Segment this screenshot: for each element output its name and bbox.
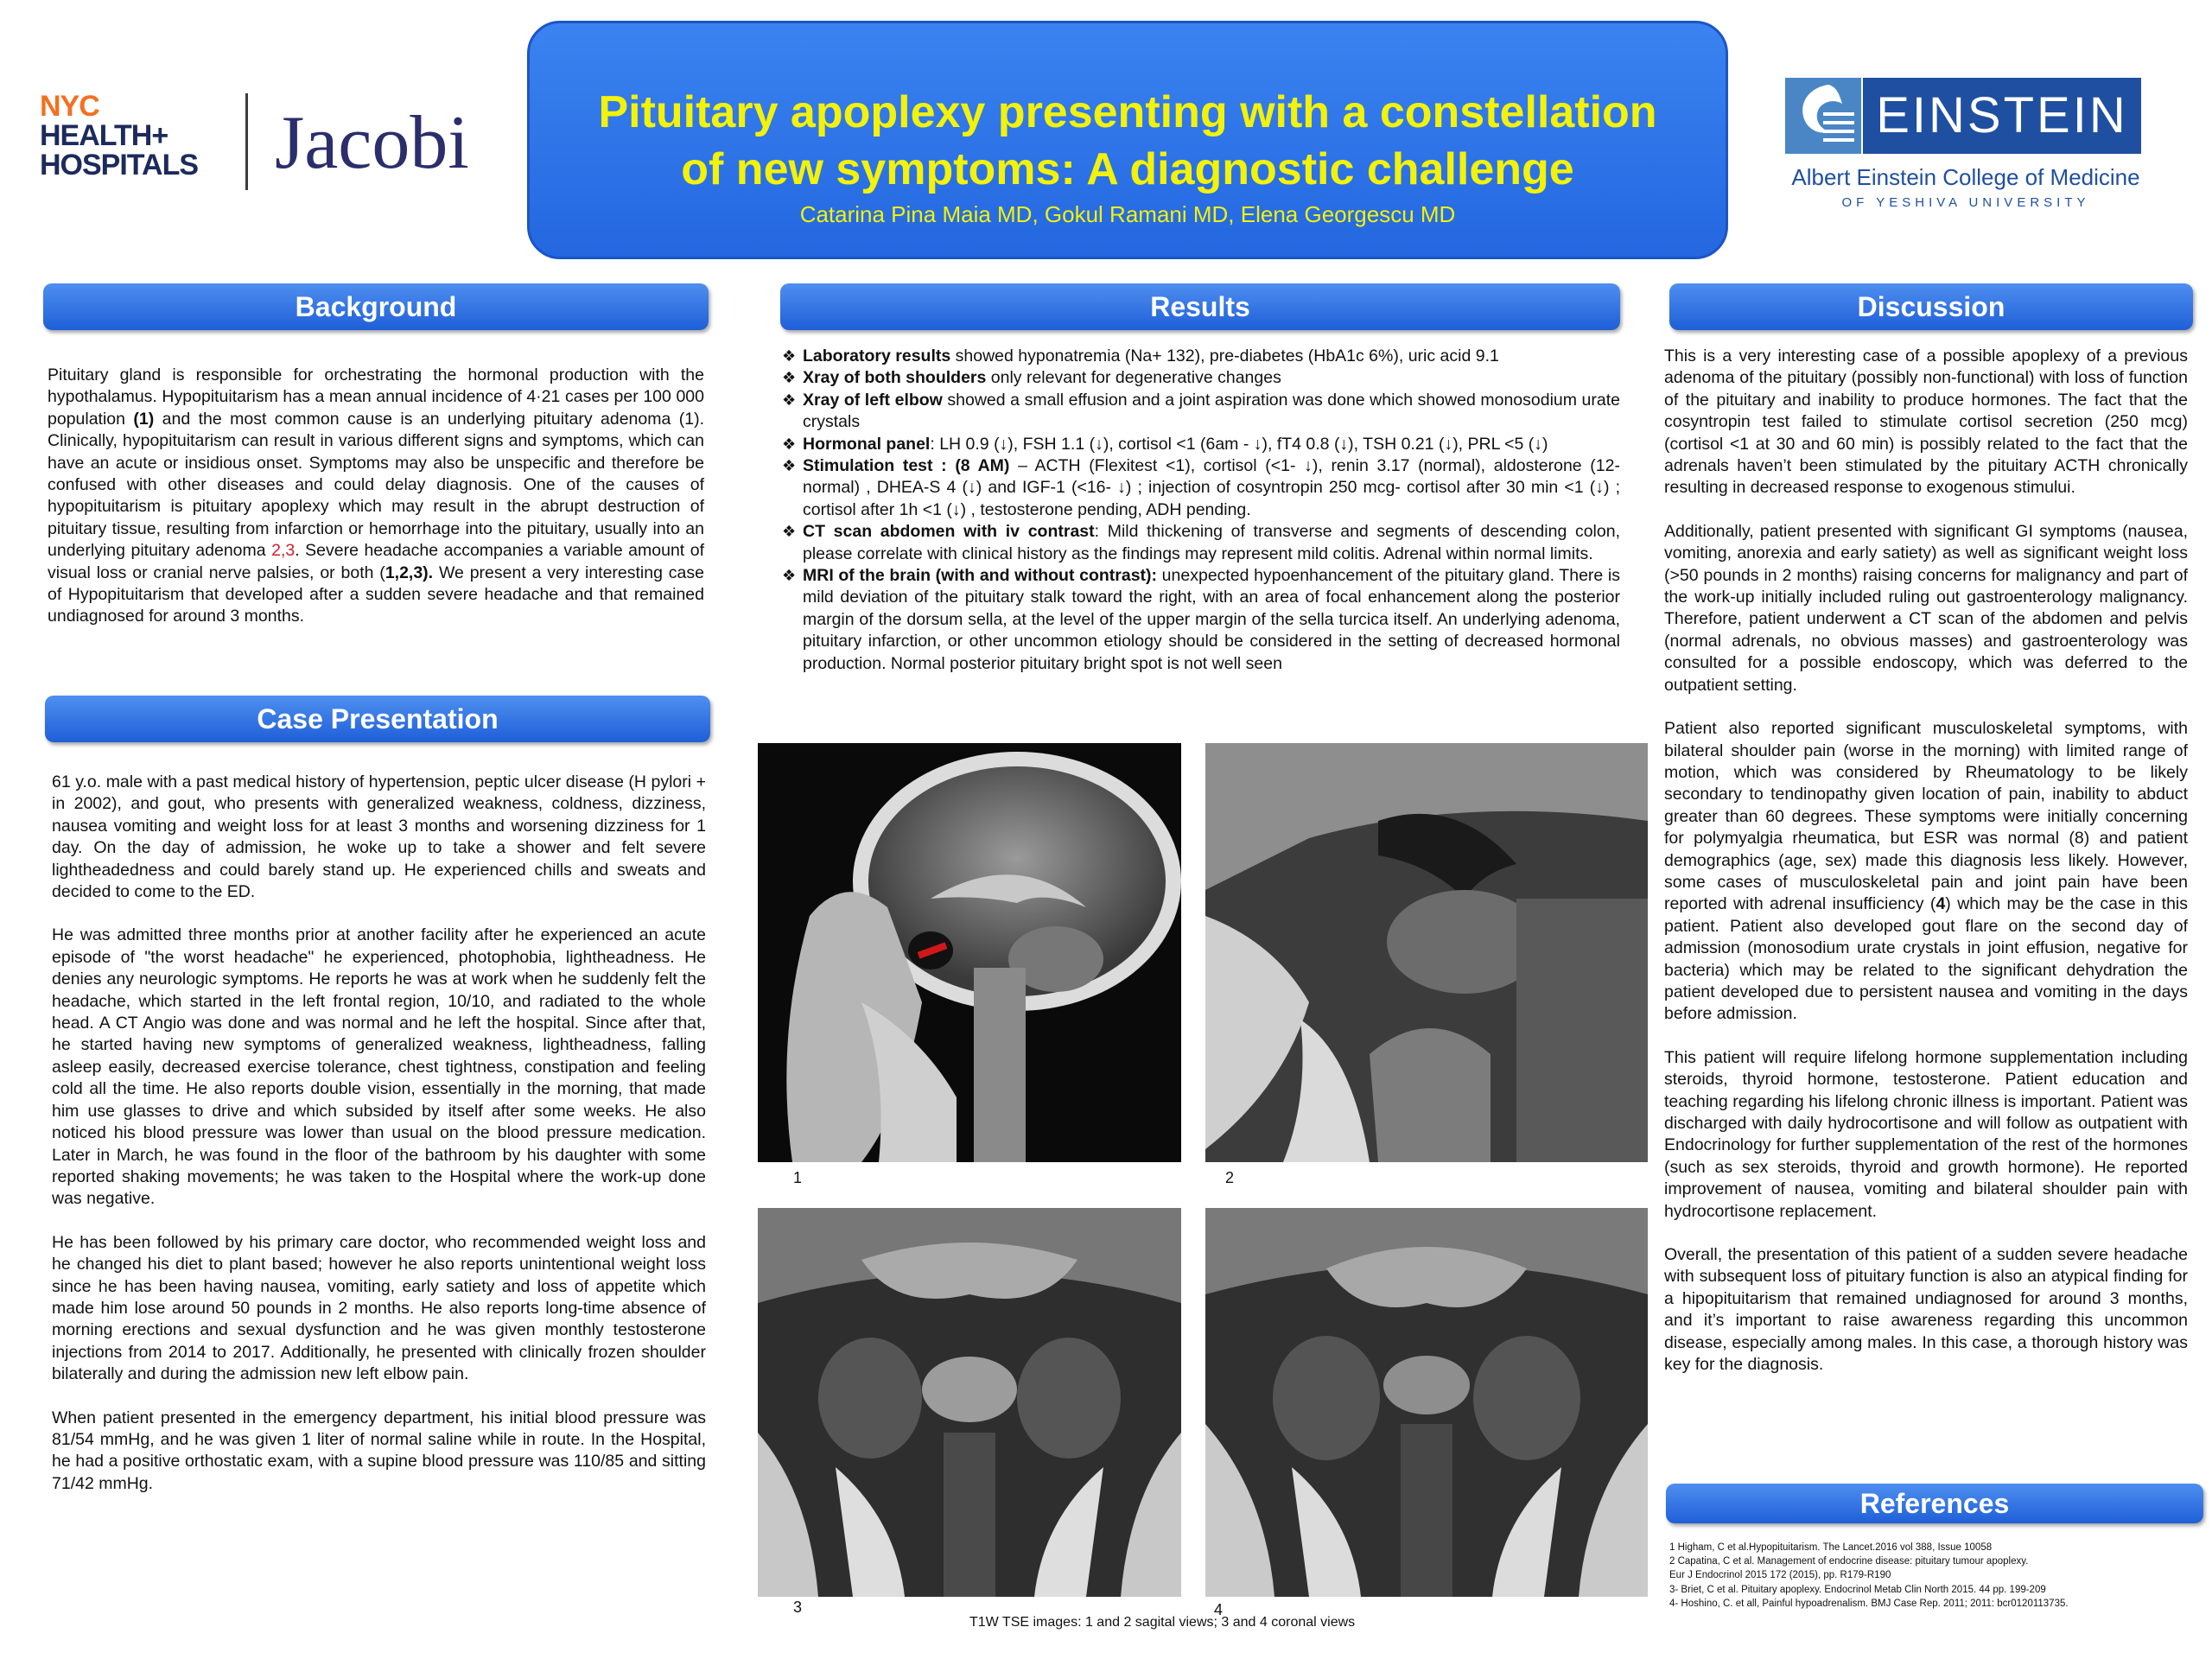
- background-heading: Background: [43, 283, 709, 330]
- case-paragraph-4: When patient presented in the emergency department, his initial blood pressure was 81/54 mmHg, and he was given 1 liter of normal saline while in route. In the Hospital, he had a positive orthostatic exam, with a supine blood pressure was 110/85 and sitting 71/42 mmHg.: [52, 1408, 706, 1493]
- logo-hospitals-text: HOSPITALS: [40, 149, 199, 181]
- discussion-paragraph-2: Additionally, patient presented with significant GI symptoms (nausea, vomiting, anorexia and early satiety) as well as significant weight loss (>50 pounds in 2 months) raising concerns for malignancy and part of the work-up initially included ruling out gastroenterology malignancy. Therefore, patient underwent a CT scan of the abdomen and pelvis (normal adrenals, no obvious masses) and gastroenterology was consulted for a possible endoscopy, which was deferred to the outpatient setting.: [1664, 521, 2188, 695]
- background-paragraph: Pituitary gland is responsible for orchestrating the hormonal production with the hypothalamus. Hypopituitarism has a mean annual incidence of 4·21 cases per 100 000 population (1) and the most common cause is an underlying pituitary adenoma (1). Clinically, hypopituitarism can result in various different signs and symptoms, which can have an acute or insidious onset. Symptoms may also be unspecific and therefore be confused with other diseases and could delay diagnosis. One of the causes of hypopituitarism is pituitary apoplexy which may result in the abrupt destruction of pituitary tissue, resulting from infarction or hemorrhage into the pituitary, usually into an underlying pituitary adenoma 2,3. Severe headache accompanies a variable amount of visual loss or cranial nerve palsies, or both (1,2,3). We present a very interesting case of Hypopituitarism that developed after a sudden severe headache and that remained undiagnosed for around 3 months.: [48, 365, 704, 626]
- case-paragraph-2: He was admitted three months prior at another facility after he experienced an acute episode of "the worst headache" he experienced, photophobia, lightheadness. He denies any neurologic symptoms. He reports he was at work when he suddenly felt the headache, which started in the left frontal region, 10/10, and radiated to the whole head. A CT Angio was done and was normal and he left the hospital. Since after that, he started having new symptoms of generalized weakness, lightheadness, falling asleep easily, decreased exercise tolerance, chest tightness, constipation and feeling cold all the time. He also reports double vision, essentially in the morning, that made him use glasses to drive and which subsided by itself after some weeks. He also noticed his blood pressure was lower than usual on the blood pressure medication. Later in March, he was found in the floor of the bathroom by his daughter with some reported shaking movements; he was taken to the Hospital where the work-up done was negative.: [52, 925, 706, 1209]
- mri-image-4-coronal: [1205, 1208, 1648, 1597]
- mri-image-1-sagittal: [758, 743, 1181, 1162]
- figure-label-3: 3: [793, 1599, 803, 1616]
- bullet-icon: ❖: [782, 347, 797, 365]
- einstein-wordmark: EINSTEIN: [1863, 78, 2141, 154]
- case-presentation-text: [52, 772, 706, 1516]
- bullet-icon: ❖: [782, 435, 797, 453]
- poster-title: Pituitary apoplexy presenting with a constellation of new symptoms: A diagnostic challenge: [598, 87, 1657, 194]
- results-heading: Results: [780, 283, 1620, 330]
- result-item-ct: ❖ CT scan abdomen with iv contrast: Mild thickening of transverse and segments of descending colon, please correlate with clinical history as the findings may represent mild colitis. Adrenal within normal limits.: [782, 522, 1621, 563]
- einstein-subtitle: Albert Einstein College of Medicine: [1791, 164, 2140, 190]
- result-item-mri: ❖ MRI of the brain (with and without contrast): unexpected hypoenhancement of the pituitary gland. There is mild deviation of the pituitary stalk toward the right, with an area of focal enhancement along the posterior margin of the dorsum sella, at the level of the upper margin of the sella turcica itself. An underlying adenoma, pituitary infarction, or other uncommon etiology should be considered in the setting of decreased hormonal production. Normal posterior pituitary bright spot is not well seen: [782, 566, 1620, 673]
- reference-item: 4- Hoshino, C. et all, Painful hypoadrenalism. BMJ Case Rep. 2011; 2011: bcr0120113735.: [1669, 1598, 2069, 1609]
- discussion-text: [1664, 346, 2188, 1397]
- case-presentation-heading: Case Presentation: [45, 696, 710, 742]
- result-item-xray-elbow: ❖ Xray of left elbow showed a small effusion and a joint aspiration was done which showed monosodium urate crystals: [782, 390, 1620, 432]
- bullet-icon: ❖: [782, 391, 797, 409]
- reference-item: 3- Briet, C et al. Pituitary apoplexy. Endocrinol Metab Clin North 2015. 44 pp. 199-209: [1669, 1584, 2046, 1595]
- references-heading: References: [1666, 1484, 2203, 1523]
- result-item-xray-shoulders: ❖ Xray of both shoulders only relevant for degenerative changes: [782, 367, 1620, 389]
- result-item-lab: ❖ Laboratory results showed hyponatremia (Na+ 132), pre-diabetes (HbA1c 6%), uric acid 9.1: [782, 346, 1620, 367]
- jacobi-logo: Jacobi: [275, 101, 469, 185]
- bullet-icon: ❖: [782, 523, 797, 541]
- logo-health-text: HEALTH+: [40, 119, 168, 152]
- einstein-subtitle-2: OF YESHIVA UNIVERSITY: [1841, 195, 2090, 210]
- einstein-emblem-icon: [1785, 78, 1861, 154]
- result-item-stimulation: ❖ Stimulation test : (8 AM) – ACTH (Flexitest <1), cortisol (<1- ↓), renin 3.17 (normal), aldosterone (12- normal) , DHEA-S 4 (↓) and IGF-1 (<16- ↓) ; injection of cosyntropin 250 mcg- cortisol after 30 min <1 (↓) ; cortisol after 1h <1 (↓) , testosterone pending, ADH pending.: [782, 456, 1620, 519]
- figure-label-4: 4: [1214, 1601, 1224, 1618]
- discussion-paragraph-1: This is a very interesting case of a possible apoplexy of a previous adenoma of the pituitary (possibly non-functional) with loss of function of the pituitary and inability to produce hormones. The fact that the cosyntropin test failed to stimulate cortisol secretion (250 mcg) (cortisol <1 at 30 and 60 min) is possibly related to the fact that the adrenals haven’t been stimulated by the pituitary ACTH chronically resulting in decreased response to exogenous stimului.: [1664, 346, 2188, 498]
- mri-image-2-sagittal: [1205, 743, 1648, 1162]
- reference-item: Eur J Endocrinol 2015 172 (2015), pp. R179-R190: [1669, 1570, 1891, 1581]
- case-paragraph-1: 61 y.o. male with a past medical history of hypertension, peptic ulcer disease (H pylori + in 2002), and gout, who presents with generalized weakness, coldness, dizziness, nausea vomiting and weight loss for at least 3 months and worsening dizziness for 1 day. On the day of admission, he woke up to take a shower and felt severe lightheadedness and could barely stand up. He experienced chills and sweats and decided to come to the ED.: [52, 772, 706, 902]
- bullet-icon: ❖: [782, 457, 797, 475]
- authors: Catarina Pina Maia MD, Gokul Ramani MD, Elena Georgescu MD: [799, 201, 1456, 227]
- reference-item: 2 Capatina, C et al. Management of endocrine disease: pituitary tumour apoplexy.: [1669, 1556, 2029, 1567]
- figure-label-2: 2: [1225, 1169, 1235, 1186]
- figure-caption: T1W TSE images: 1 and 2 sagital views; 3 and 4 coronal views: [969, 1615, 1356, 1630]
- discussion-paragraph-3: Patient also reported significant musculoskeletal symptoms, with bilateral shoulder pain (worse in the morning) with limited range of motion, which was considered by Rheumatology to be likely secondary to tendinopathy given location of pain, inability to abduct greater than 60 degrees. These symptoms were initially concerning for polymyalgia rheumatica, but ESR was normal (8) and patient demographics (age, sex) made this diagnosis less likely. However, some cases of musculoskeletal pain and joint pain have been reported with adrenal insufficiency (4) which may be the case in this patient. Patient also developed gout flare on the second day of admission (monosodium urate crystals in joint effusion, negative for bacteria) which may be related to the significant dehydration the patient developed due to persistent nausea and vomiting in the days before admission.: [1664, 719, 2188, 1024]
- title-banner: [527, 21, 1728, 259]
- nyc-health-hospitals-logo: [40, 92, 230, 180]
- references-list: [1669, 1541, 2205, 1611]
- figure-label-1: 1: [793, 1169, 803, 1186]
- reference-item: 1 Higham, C et al.Hypopituitarism. The Lancet.2016 vol 388, Issue 10058: [1669, 1542, 1993, 1553]
- results-list: [782, 346, 1620, 675]
- result-item-hormonal: ❖ Hormonal panel: LH 0.9 (↓), FSH 1.1 (↓), cortisol <1 (6am - ↓), fT4 0.8 (↓), TSH 0.21 (↓), PRL <5 (↓): [782, 434, 1620, 455]
- logo-divider: [245, 93, 248, 190]
- bullet-icon: ❖: [782, 369, 797, 387]
- discussion-heading: Discussion: [1669, 283, 2193, 330]
- discussion-paragraph-5: Overall, the presentation of this patient of a sudden severe headache with subsequent loss of pituitary function is also an atypical finding for a hipopituitarism that remained undiagnosed for around 3 months, and it’s important to raise awareness regarding this uncommon disease, especially among males. In this case, a thorough history was key for the diagnosis.: [1664, 1245, 2188, 1375]
- mri-image-3-coronal: [758, 1208, 1181, 1597]
- case-paragraph-3: He has been followed by his primary care doctor, who recommended weight loss and he changed his diet to plant based; however he also reports unintentional weight loss since he has been having nausea, vomiting, early satiety and loss of appetite which made him lose around 50 pounds in 2 months. He also reports long-time absence of morning erections and sexual dysfunction and he was given monthly testosterone injections from 2014 to 2017. Additionally, he presented with clinically frozen shoulder bilaterally and during the admission new left elbow pain.: [52, 1232, 706, 1384]
- background-text: [48, 365, 704, 650]
- discussion-paragraph-4: This patient will require lifelong hormone supplementation including steroids, thyroid hormone, testosterone. Patient education and teaching regarding his lifelong chronic illness is important. Patient was discharged with daily hydrocortisone and will follow as outpatient with Endocrinology for further supplementation of the rest of the hormones (such as sex steroids, thyroid and growth hormone). He reported improvement of nausea, vomiting and bilateral shoulder pain with hydrocortisone replacement.: [1664, 1047, 2188, 1221]
- bullet-icon: ❖: [782, 567, 797, 585]
- logo-nyc-text: NYC: [40, 90, 99, 123]
